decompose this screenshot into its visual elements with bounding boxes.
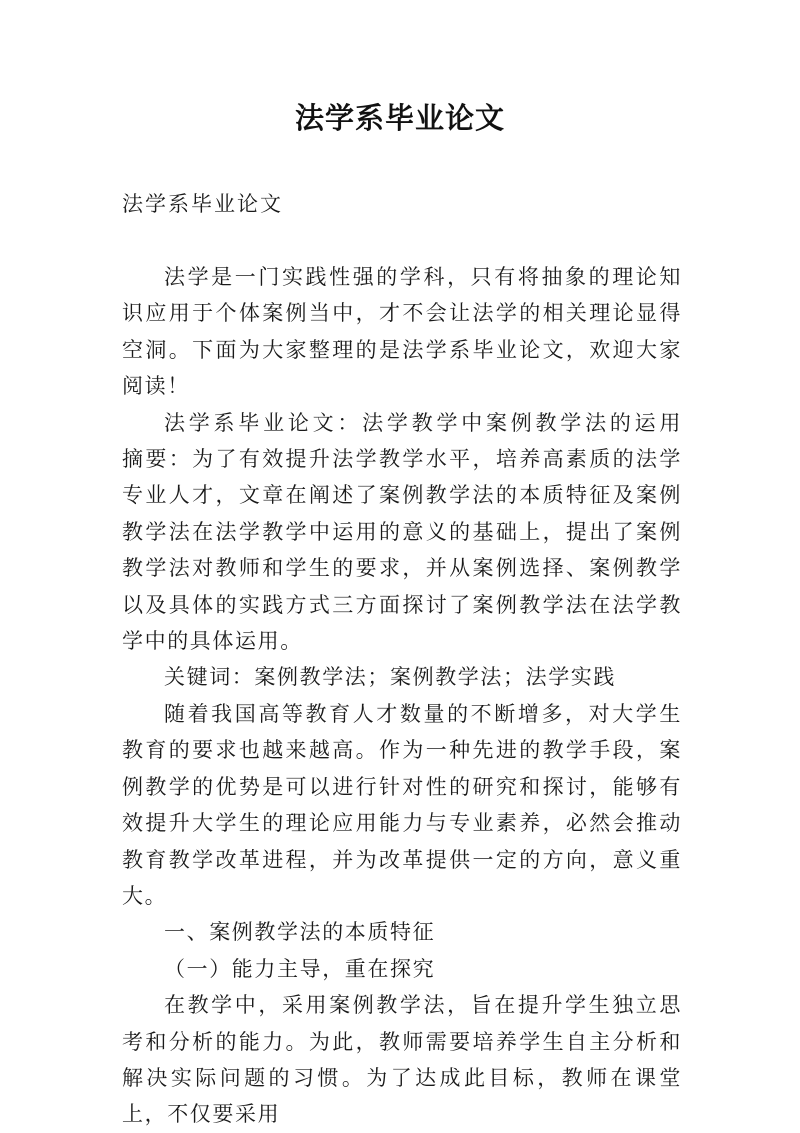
section-heading-1: 一、案例教学法的本质特征 — [164, 920, 436, 945]
subsection-heading-1: （一）能力主导，重在探究 — [164, 956, 436, 981]
paragraph-keywords: 关键词：案例教学法；案例教学法；法学实践 — [164, 665, 616, 690]
document-title: 法学系毕业论文 — [294, 101, 505, 135]
paragraph-abstract: 法学系毕业论文：法学教学中案例教学法的运用 摘要：为了有效提升法学教学水平，培养高素质的法学专业人才，文章在阐述了案例教学法的本质特征及案例教学法在法学教学中运用的意义的基础上，提出了案例教学法对教师和学生的要求，并从案例选择、案例教学以及具体的实践方式三方面探讨了案例教学法在法学教学中的具体运用。 — [122, 410, 728, 654]
paragraph-background: 随着我国高等教育人才数量的不断增多，对大学生教育的要求也越来越高。作为一种先进的教学手段，案例教学的优势是可以进行针对性的研究和探讨，能够有效提升大学生的理论应用能力与专业素养，必然会推动教育教学改革进程，并为改革提供一定的方向，意义重大。 — [122, 701, 682, 908]
document-body — [122, 259, 728, 1133]
paragraph-intro: 法学是一门实践性强的学科，只有将抽象的理论知识应用于个体案例当中，才不会让法学的相关理论显得空洞。下面为大家整理的是法学系毕业论文，欢迎大家阅读！ — [122, 265, 682, 399]
paragraph-section-1: 在教学中，采用案例教学法，旨在提升学生独立思考和分析的能力。为此，教师需要培养学生自主分析和解决实际问题的习惯。为了达成此目标，教师在课堂上，不仅要采用 — [122, 993, 682, 1127]
document-subtitle: 法学系毕业论文 — [122, 192, 283, 216]
